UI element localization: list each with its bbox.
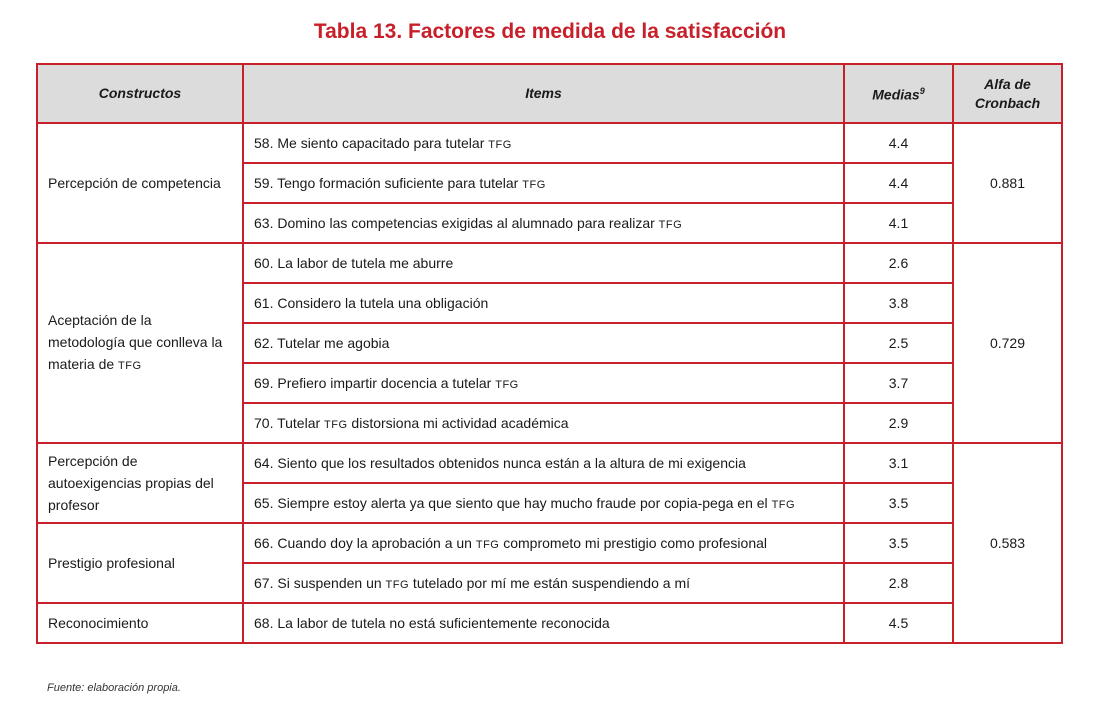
item-text: 70. Tutelar	[254, 415, 325, 431]
item-text-post: comprometo mi prestigio como profesional	[499, 535, 768, 551]
media-cell: 3.8	[844, 283, 953, 323]
table-row	[37, 443, 1062, 483]
item-cell	[243, 243, 844, 283]
item-cell	[243, 523, 844, 563]
table-row	[37, 523, 1062, 563]
table-title: Tabla 13. Factores de medida de la satisfacción	[313, 20, 787, 43]
media-cell: 3.5	[844, 483, 953, 523]
media-cell: 2.8	[844, 563, 953, 603]
item-cell	[243, 323, 844, 363]
item-abbr: TFG	[771, 499, 796, 511]
alpha-cell: 0.583	[953, 443, 1062, 643]
satisfaction-table	[36, 63, 1063, 644]
construct-cell	[37, 243, 243, 443]
media-cell: 3.7	[844, 363, 953, 403]
item-text: 62. Tutelar me agobia	[254, 335, 390, 351]
item-cell	[243, 603, 844, 643]
item-cell	[243, 163, 844, 203]
item-text: 69. Prefiero impartir docencia a tutelar	[254, 375, 496, 391]
item-cell	[243, 443, 844, 483]
item-cell	[243, 483, 844, 523]
media-cell: 4.4	[844, 163, 953, 203]
media-cell: 4.5	[844, 603, 953, 643]
media-cell: 4.1	[844, 203, 953, 243]
item-text: 68. La labor de tutela no está suficientemente reconocida	[254, 615, 610, 631]
table-row	[37, 123, 1062, 163]
item-text: 66. Cuando doy la aprobación a un	[254, 535, 476, 551]
item-abbr: TFG	[488, 139, 512, 151]
construct-cell: Reconocimiento	[37, 603, 243, 643]
item-text: 59. Tengo formación suficiente para tutelar	[254, 175, 523, 191]
alpha-cell: 0.881	[953, 123, 1062, 243]
item-text: 65. Siempre estoy alerta ya que siento que hay mucho fraude por copia-pega en el	[254, 495, 772, 511]
item-abbr: TFG	[475, 539, 500, 551]
item-text-post: distorsiona mi actividad académica	[347, 415, 569, 431]
item-cell	[243, 203, 844, 243]
source-note: Fuente: elaboración propia.	[47, 682, 181, 694]
item-cell	[243, 283, 844, 323]
item-cell	[243, 403, 844, 443]
item-text: 58. Me siento capacitado para tutelar	[254, 135, 489, 151]
item-text: 61. Considero la tutela una obligación	[254, 295, 489, 311]
media-cell: 3.5	[844, 523, 953, 563]
header-items: Items	[243, 64, 844, 123]
item-text: 64. Siento que los resultados obtenidos nunca están a la altura de mi exigencia	[254, 455, 746, 471]
construct-cell: Prestigio profesional	[37, 523, 243, 603]
media-cell: 2.5	[844, 323, 953, 363]
media-cell: 3.1	[844, 443, 953, 483]
table-row	[37, 603, 1062, 643]
media-cell: 4.4	[844, 123, 953, 163]
item-text: 60. La labor de tutela me aburre	[254, 255, 454, 271]
item-abbr: TFG	[495, 379, 519, 391]
alpha-cell: 0.729	[953, 243, 1062, 443]
item-abbr: TFG	[385, 579, 410, 591]
header-medias-label: Medias	[872, 86, 920, 103]
item-text: 67. Si suspenden un	[254, 575, 386, 591]
construct-cell: Percepción de autoexigencias propias del profesor	[37, 443, 243, 523]
header-alfa-line2: Cronbach	[974, 94, 1041, 111]
header-alfa	[953, 64, 1062, 123]
footnote-marker: 9	[919, 86, 925, 97]
item-text: 63. Domino las competencias exigidas al alumnado para realizar	[254, 215, 659, 231]
media-cell: 2.9	[844, 403, 953, 443]
construct-abbr: TFG	[118, 360, 142, 372]
header-alfa-line1: Alfa de	[984, 75, 1031, 92]
table-row	[37, 243, 1062, 283]
item-abbr: TFG	[522, 179, 546, 191]
item-abbr: TFG	[658, 219, 683, 231]
construct-cell: Percepción de competencia	[37, 123, 243, 243]
item-text-post: tutelado por mí me están suspendiendo a mí	[409, 575, 690, 591]
media-cell: 2.6	[844, 243, 953, 283]
item-cell	[243, 563, 844, 603]
header-constructos: Constructos	[37, 64, 243, 123]
item-cell	[243, 123, 844, 163]
item-cell	[243, 363, 844, 403]
construct-text: Aceptación de la metodología que conlleva la materia de	[48, 312, 223, 372]
header-row	[37, 64, 1062, 123]
header-medias	[844, 64, 953, 123]
item-abbr: TFG	[324, 419, 348, 431]
